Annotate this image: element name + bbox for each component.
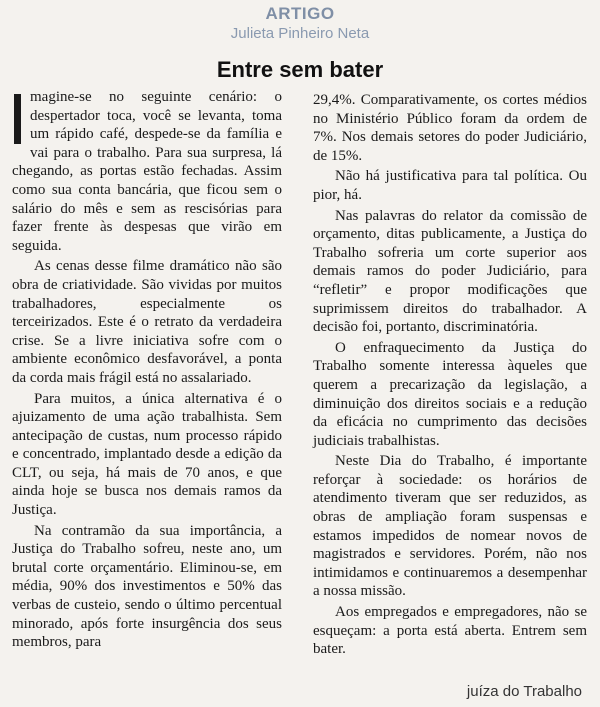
paragraph-text: magine-se no seguinte cenário: o despertador toca, você se levanta, toma um rápido café, despede-se da família e vai para o trabalho. Para sua surpresa, lá chegando, as portas estão fechadas. Assim como sua conta bancária, que ficou sem o salário do mês e sem as rescisórias para fazer frente às despesas que virão em seguida. xyxy=(12,89,282,254)
paragraph: Neste Dia do Trabalho, é importante reforçar à sociedade: os horários de atendimento tiveram que ser reduzidos, as obras de ampliação foram suspensas e estamos impedidos de nomear novos de magistrados e servidores. Porém, não nos intimidamos e continuaremos a desempenhar a nossa missão. xyxy=(313,453,587,600)
paragraph: 29,4%. Comparativamente, os cortes médios no Ministério Público foram da ordem de 7%. Nos demais setores do poder Judiciário, de 15%. xyxy=(313,92,587,164)
right-column xyxy=(313,91,587,659)
paragraph: Não há justificativa para tal política. Ou pior, há. xyxy=(313,168,587,203)
article-headline: Entre sem bater xyxy=(216,57,384,82)
left-column xyxy=(12,88,282,652)
paragraph: Aos empregados e empregadores, não se esqueçam: a porta está aberta. Entrem sem bater. xyxy=(313,604,587,658)
paragraph: Nas palavras do relator da comissão de orçamento, ditas publicamente, a Justiça do Trabalho sofreria um corte superior aos demais ramos do poder Judiciário, para “refletir” e propor modificações que suprimissem direitos do trabalhador. A decisão foi, portanto, discriminatória. xyxy=(313,207,587,336)
paragraph: Na contramão da sua importância, a Justiça do Trabalho sofreu, neste ano, um brutal corte orçamentário. Eliminou-se, em média, 90% dos investimentos e 50% das verbas de custeio, sendo o último percentual minorado, após forte insurgência dos seus membros, para xyxy=(12,522,282,651)
drop-cap xyxy=(14,94,21,144)
section-label: ARTIGO xyxy=(265,4,335,23)
paragraph xyxy=(12,88,282,255)
paragraph: As cenas desse filme dramático não são obra de criatividade. São vividas por muitos trabalhadores, especialmente os terceirizados. Este é o retrato da verdadeira crise. Se a livre iniciativa sofre com o ambiente econômico desfavorável, a ponta da corda mais frágil está no assalariado. xyxy=(12,258,282,386)
paragraph: Para muitos, a única alternativa é o ajuizamento de uma ação trabalhista. Sem antecipação de custas, num processo rápido e concentrado, implantado desde a edição da CLT, ou seja, há mais de 70 anos, e que ainda hoje se busca nos demais ramos da Justiça. xyxy=(12,390,282,519)
paragraph: O enfraquecimento da Justiça do Trabalho somente interessa àqueles que querem a precarização da legislação, a diminuição dos direitos sociais e a redução da eficácia no cumprimento das decisões judiciais trabalhistas. xyxy=(313,339,587,449)
author-name: Julieta Pinheiro Neta xyxy=(230,25,370,42)
author-role: juíza do Trabalho xyxy=(466,683,582,700)
